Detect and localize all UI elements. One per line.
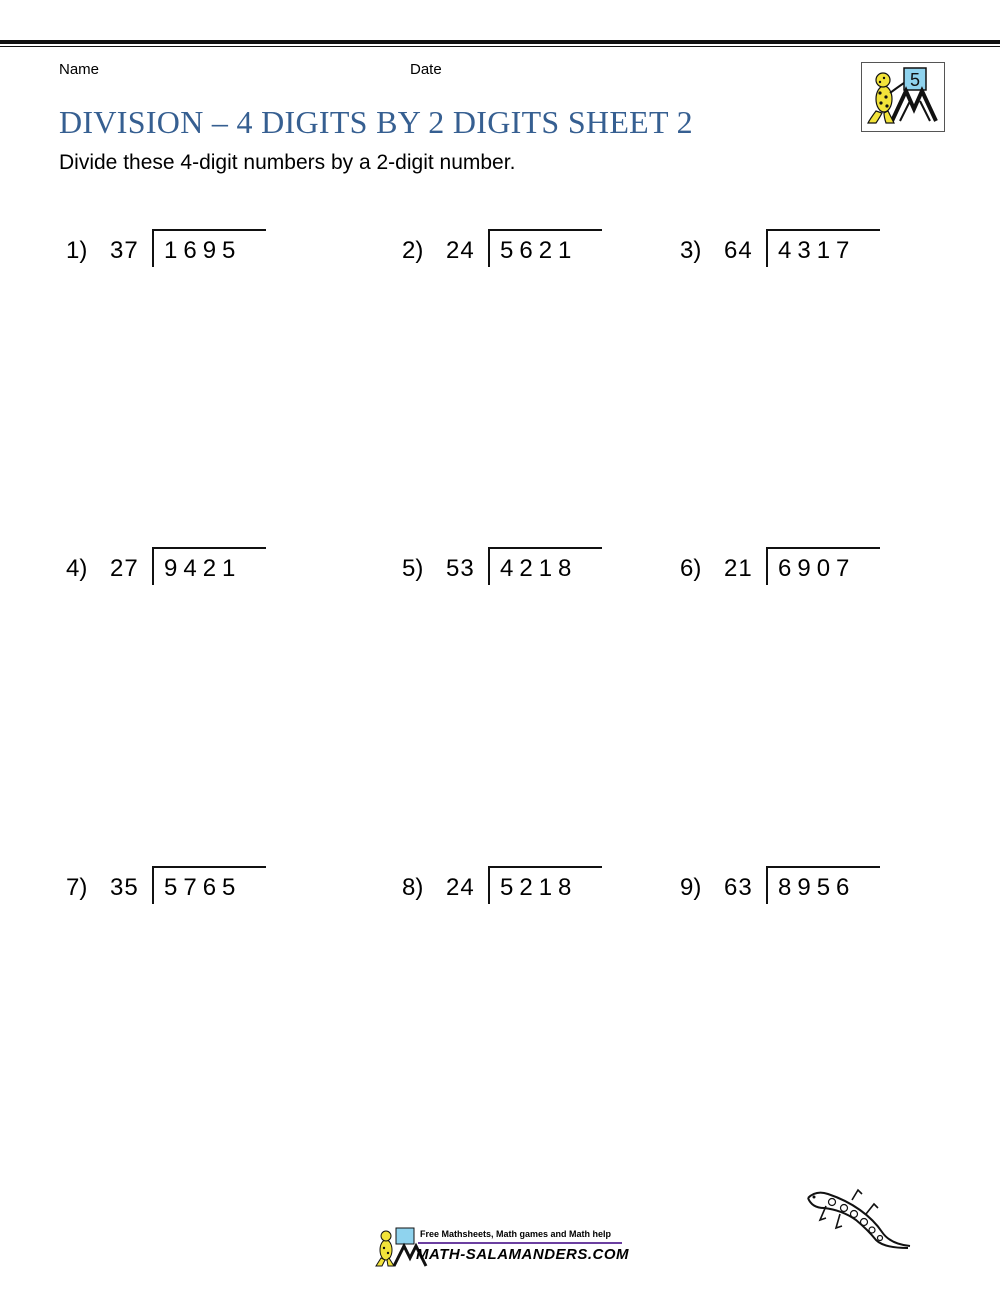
problem-number: 8) [402, 874, 424, 901]
dividend: 5621 [500, 237, 578, 264]
footer-tagline: Free Mathsheets, Math games and Math help [420, 1229, 612, 1239]
name-label: Name [59, 61, 100, 78]
problem-number: 5) [402, 555, 424, 582]
dividend: 9421 [164, 555, 242, 582]
salamander-teacher-icon [862, 63, 944, 131]
dividend: 4317 [778, 237, 856, 264]
divisor: 35 [110, 874, 139, 901]
divisor: 53 [446, 555, 475, 582]
footer-underline [418, 1242, 622, 1244]
grade-logo [861, 62, 945, 132]
divisor: 24 [446, 237, 475, 264]
top-rule [0, 40, 1000, 44]
dividend: 1695 [164, 237, 242, 264]
divisor: 27 [110, 555, 139, 582]
logo-grade-number: 5 [909, 70, 921, 90]
top-rule-thin [0, 46, 1000, 47]
problem-number: 4) [66, 555, 88, 582]
problem-number: 9) [680, 874, 702, 901]
problem-number: 1) [66, 237, 88, 264]
instructions: Divide these 4-digit numbers by a 2-digit number. [59, 151, 516, 174]
problem-number: 2) [402, 237, 424, 264]
dividend: 4218 [500, 555, 578, 582]
divisor: 37 [110, 237, 139, 264]
footer-site-name: MATH-SALAMANDERS.COM [416, 1246, 630, 1263]
dividend: 5765 [164, 874, 242, 901]
dividend: 8956 [778, 874, 856, 901]
divisor: 64 [724, 237, 753, 264]
dividend: 5218 [500, 874, 578, 901]
page-title: DIVISION – 4 DIGITS BY 2 DIGITS SHEET 2 [59, 104, 693, 140]
dividend: 6907 [778, 555, 856, 582]
divisor: 21 [724, 555, 753, 582]
salamander-icon [802, 1186, 914, 1254]
date-label: Date [410, 61, 442, 78]
divisor: 63 [724, 874, 753, 901]
divisor: 24 [446, 874, 475, 901]
problem-number: 6) [680, 555, 702, 582]
problem-number: 7) [66, 874, 88, 901]
problem-number: 3) [680, 237, 702, 264]
